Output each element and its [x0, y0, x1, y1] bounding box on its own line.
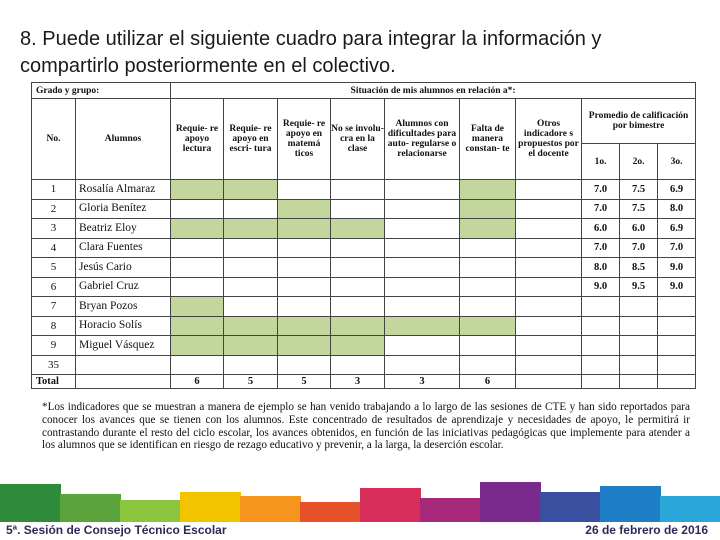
- decorative-color-stripes: [0, 482, 720, 522]
- indicator-cell: [385, 277, 460, 297]
- indicator-cell: [385, 355, 460, 375]
- color-stripe: [180, 492, 241, 522]
- bimester-score: [582, 316, 620, 336]
- indicator-cell: [460, 277, 516, 297]
- table-row: [32, 355, 696, 375]
- indicator-cell: [171, 316, 224, 336]
- bimester-score: [582, 336, 620, 356]
- student-name: Bryan Pozos: [76, 297, 171, 317]
- indicator-cell: [331, 316, 385, 336]
- color-stripe: [360, 488, 421, 522]
- student-name: Miguel Vásquez: [76, 336, 171, 356]
- color-stripe: [540, 492, 601, 522]
- grade-group-label: Grado y grupo:: [32, 83, 171, 99]
- indicator-cell: [460, 258, 516, 278]
- indicator-cell: [278, 238, 331, 258]
- total-value: 5: [224, 375, 278, 389]
- situation-header: Situación de mis alumnos en relación a*:: [171, 83, 696, 99]
- bimester-score: 8.0: [582, 258, 620, 278]
- color-stripe: [420, 498, 481, 522]
- indicator-cell: [224, 219, 278, 239]
- indicator-cell: [224, 258, 278, 278]
- bimester-score: [582, 355, 620, 375]
- table-row: [32, 219, 696, 239]
- row-number: 2: [32, 199, 76, 219]
- indicator-cell: [171, 336, 224, 356]
- footer-bar: [0, 522, 720, 540]
- indicator-cell: [224, 316, 278, 336]
- indicator-cell: [331, 336, 385, 356]
- indicator-cell: [516, 297, 582, 317]
- student-name: Clara Fuentes: [76, 238, 171, 258]
- row-number: 5: [32, 258, 76, 278]
- indicator-cell: [224, 238, 278, 258]
- indicator-cell: [278, 199, 331, 219]
- indicator-cell: [224, 355, 278, 375]
- indicator-cell: [385, 258, 460, 278]
- indicator-cell: [385, 297, 460, 317]
- indicator-cell: [171, 258, 224, 278]
- indicator-cell: [171, 355, 224, 375]
- color-stripe: [120, 500, 181, 522]
- bimester-score: 9.0: [658, 277, 696, 297]
- table-row: [32, 238, 696, 258]
- total-spacer: [582, 375, 620, 389]
- indicator-cell: [516, 355, 582, 375]
- indicator-cell: [171, 199, 224, 219]
- bimester-score: [620, 297, 658, 317]
- indicator-cell: [278, 219, 331, 239]
- row-number: 6: [32, 277, 76, 297]
- table-row: [32, 297, 696, 317]
- indicator-cell: [516, 238, 582, 258]
- total-spacer: [76, 375, 171, 389]
- row-number: 4: [32, 238, 76, 258]
- title-line-2: compartirlo posteriormente en el colectivo.: [20, 55, 396, 77]
- indicator-cell: [278, 258, 331, 278]
- indicator-cell: [331, 219, 385, 239]
- indicator-cell: [171, 180, 224, 200]
- indicator-cell: [278, 316, 331, 336]
- color-stripe: [0, 484, 61, 522]
- total-value: 3: [385, 375, 460, 389]
- bimester-score: [658, 355, 696, 375]
- indicator-cell: [224, 336, 278, 356]
- bimester-score: 8.0: [658, 199, 696, 219]
- row-number: 3: [32, 219, 76, 239]
- indicator-cell: [460, 316, 516, 336]
- indicator-cell: [516, 336, 582, 356]
- col-header-indicator: No se involu- cra en la clase: [331, 99, 385, 180]
- indicator-cell: [385, 180, 460, 200]
- bimester-score: 7.5: [620, 199, 658, 219]
- col-header-students: Alumnos: [76, 99, 171, 180]
- student-tracking-table: [31, 82, 696, 389]
- indicator-cell: [460, 336, 516, 356]
- slide-title: [20, 26, 710, 80]
- indicator-cell: [171, 277, 224, 297]
- total-label: Total: [32, 375, 76, 389]
- indicator-cell: [460, 355, 516, 375]
- indicator-cell: [278, 180, 331, 200]
- indicator-cell: [331, 277, 385, 297]
- col-header-bimester: 1o.: [582, 144, 620, 180]
- bimester-score: 9.0: [658, 258, 696, 278]
- student-name: Beatriz Eloy: [76, 219, 171, 239]
- table-row: [32, 336, 696, 356]
- indicator-cell: [516, 219, 582, 239]
- student-name: Jesús Cario: [76, 258, 171, 278]
- indicator-cell: [460, 180, 516, 200]
- row-number: 9: [32, 336, 76, 356]
- total-spacer: [620, 375, 658, 389]
- total-value: 6: [171, 375, 224, 389]
- bimester-score: [620, 355, 658, 375]
- indicator-cell: [385, 219, 460, 239]
- col-header-indicator: Falta de manera constan- te: [460, 99, 516, 180]
- table-row: [32, 199, 696, 219]
- table-row: [32, 180, 696, 200]
- indicator-cell: [224, 297, 278, 317]
- total-value: 3: [331, 375, 385, 389]
- col-header-indicator: Requie- re apoyo en matemá ticos: [278, 99, 331, 180]
- indicator-cell: [331, 258, 385, 278]
- bimester-score: [620, 316, 658, 336]
- total-value: 5: [278, 375, 331, 389]
- bimester-score: [658, 336, 696, 356]
- col-header-average: Promedio de calificación por bimestre: [582, 99, 696, 144]
- col-header-indicator: Alumnos con dificultades para auto- regularse o relacionarse: [385, 99, 460, 180]
- bimester-score: 9.5: [620, 277, 658, 297]
- total-spacer: [658, 375, 696, 389]
- bimester-score: 7.0: [620, 238, 658, 258]
- bimester-score: [658, 297, 696, 317]
- color-stripe: [240, 496, 301, 522]
- footer-session: 5ª. Sesión de Consejo Técnico Escolar: [6, 523, 227, 537]
- col-header-indicator: Otros indicadore s propuestos por el docente: [516, 99, 582, 180]
- indicator-cell: [460, 199, 516, 219]
- indicator-cell: [460, 297, 516, 317]
- indicator-cell: [516, 258, 582, 278]
- indicator-cell: [331, 297, 385, 317]
- title-line-1: 8. Puede utilizar el siguiente cuadro para integrar la información y: [20, 28, 602, 50]
- bimester-score: 6.0: [620, 219, 658, 239]
- indicator-cell: [171, 238, 224, 258]
- bimester-score: [658, 316, 696, 336]
- indicator-cell: [331, 355, 385, 375]
- indicator-cell: [331, 199, 385, 219]
- col-header-number: No.: [32, 99, 76, 180]
- indicator-cell: [516, 316, 582, 336]
- bimester-score: 7.0: [658, 238, 696, 258]
- student-name: Horacio Solís: [76, 316, 171, 336]
- indicator-cell: [460, 219, 516, 239]
- color-stripe: [300, 502, 361, 522]
- col-header-bimester: 2o.: [620, 144, 658, 180]
- total-value: [516, 375, 582, 389]
- bimester-score: 7.0: [582, 199, 620, 219]
- indicator-cell: [460, 238, 516, 258]
- indicator-cell: [516, 180, 582, 200]
- bimester-score: 7.0: [582, 238, 620, 258]
- bimester-score: 8.5: [620, 258, 658, 278]
- student-name: Gabriel Cruz: [76, 277, 171, 297]
- color-stripe: [60, 494, 121, 522]
- footnote: *Los indicadores que se muestran a manera de ejemplo se han venido trabajando a lo largo de las sesiones de CTE y han sido reportados para conocer los avances que se tienen con los alumnos. Este concentrado de resultados de aprendizaje y necesidades de apoyo, le permitirá ir contrastando durante el resto del ciclo escolar, los avances obtenidos, en función de las iniciativas pedagógicas que implemente para atender a los alumnos que se identifican en riesgo de rezago educativo y prevenir, a la larga, la deserción escolar.: [42, 401, 690, 452]
- footer-date: 26 de febrero de 2016: [585, 523, 708, 537]
- indicator-cell: [278, 277, 331, 297]
- table-row: [32, 258, 696, 278]
- bimester-score: 6.0: [582, 219, 620, 239]
- student-name: Rosalía Almaraz: [76, 180, 171, 200]
- indicator-cell: [224, 199, 278, 219]
- student-tracking-table-container: [31, 82, 695, 400]
- bimester-score: [582, 297, 620, 317]
- bimester-score: 7.5: [620, 180, 658, 200]
- indicator-cell: [516, 277, 582, 297]
- indicator-cell: [331, 238, 385, 258]
- indicator-cell: [278, 355, 331, 375]
- indicator-cell: [385, 336, 460, 356]
- indicator-cell: [224, 180, 278, 200]
- row-number: 8: [32, 316, 76, 336]
- bimester-score: 9.0: [582, 277, 620, 297]
- row-number: 1: [32, 180, 76, 200]
- indicator-cell: [278, 336, 331, 356]
- col-header-bimester: 3o.: [658, 144, 696, 180]
- student-name: [76, 355, 171, 375]
- row-number: 35: [32, 355, 76, 375]
- student-name: Gloria Benítez: [76, 199, 171, 219]
- table-row: [32, 277, 696, 297]
- indicator-cell: [278, 297, 331, 317]
- table-row: [32, 316, 696, 336]
- indicator-cell: [224, 277, 278, 297]
- indicator-cell: [331, 180, 385, 200]
- indicator-cell: [385, 199, 460, 219]
- color-stripe: [480, 482, 541, 522]
- indicator-cell: [385, 316, 460, 336]
- color-stripe: [600, 486, 661, 522]
- indicator-cell: [171, 297, 224, 317]
- bimester-score: 7.0: [582, 180, 620, 200]
- total-value: 6: [460, 375, 516, 389]
- col-header-indicator: Requie- re apoyo lectura: [171, 99, 224, 180]
- indicator-cell: [171, 219, 224, 239]
- bimester-score: 6.9: [658, 219, 696, 239]
- bimester-score: 6.9: [658, 180, 696, 200]
- table-body: [32, 180, 696, 375]
- color-stripe: [660, 496, 720, 522]
- totals-row: [32, 375, 696, 389]
- indicator-cell: [385, 238, 460, 258]
- row-number: 7: [32, 297, 76, 317]
- bimester-score: [620, 336, 658, 356]
- indicator-cell: [516, 199, 582, 219]
- col-header-indicator: Requie- re apoyo en escri- tura: [224, 99, 278, 180]
